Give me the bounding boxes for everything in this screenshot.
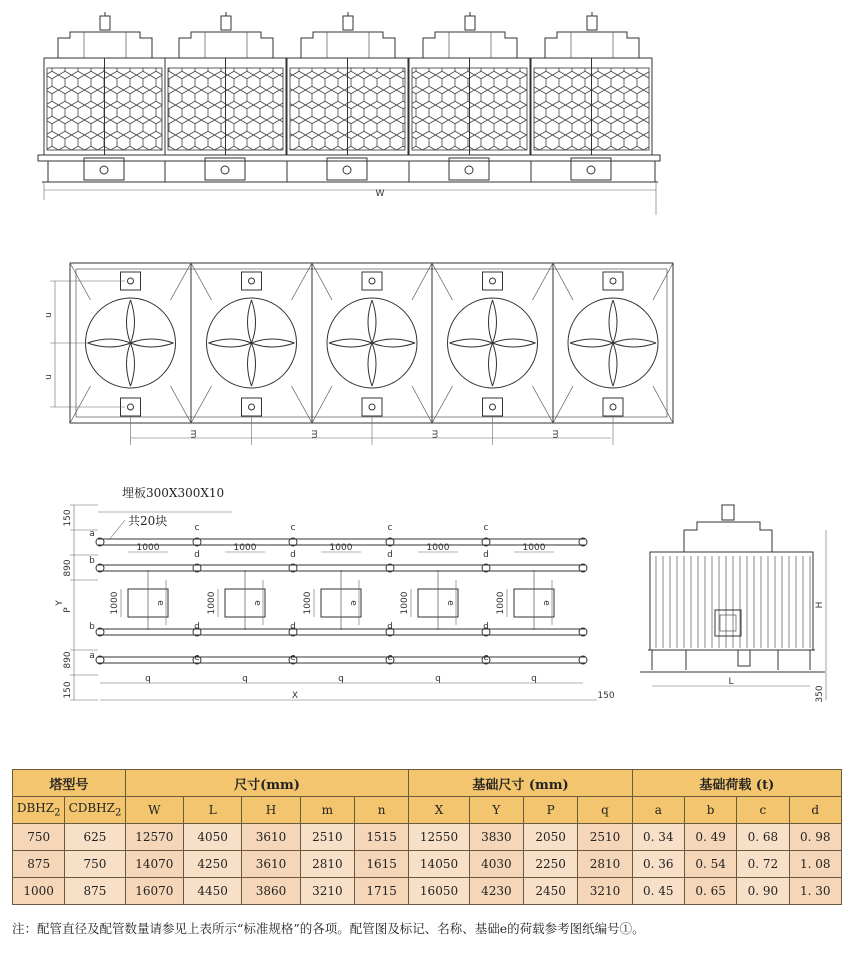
beam-mark-d: d <box>194 622 200 632</box>
beam-mark: b <box>89 622 95 632</box>
spec-table <box>12 769 842 905</box>
table-cell: 3210 <box>300 878 354 905</box>
anchor-box <box>242 398 262 416</box>
plan-fan <box>568 298 658 388</box>
fan-stack <box>423 32 517 58</box>
col-header: c <box>737 797 789 824</box>
table-cell: 0. 36 <box>632 851 684 878</box>
beam-mark-c: c <box>290 653 296 663</box>
foundation-pier <box>496 543 554 630</box>
beam-mark-d: d <box>483 622 489 632</box>
table-cell: 4050 <box>184 824 242 851</box>
dim-890-top: 890 <box>63 559 73 577</box>
beam-mark-d: d <box>194 550 200 560</box>
beam-mark-d: d <box>387 622 393 632</box>
m-dim-label: m <box>308 429 319 439</box>
plan-fan <box>207 298 297 388</box>
m-dim-label: m <box>549 429 560 439</box>
anchor-box <box>362 272 382 290</box>
table-cell: 1515 <box>355 824 409 851</box>
fan-stack <box>58 32 152 58</box>
table-cell: 4250 <box>184 851 242 878</box>
pier-depth-label: 1000 <box>400 591 410 615</box>
footnote: 注：配管直径及配管数量请参见上表所示“标准规格”的各项。配管图及标记、名称、基础e的荷载参考图纸编号①。 <box>12 921 645 936</box>
header-load: 基础荷载 (t) <box>632 770 841 797</box>
dim-p-label: P <box>63 607 73 613</box>
foundation-plan-view <box>55 505 615 701</box>
side-fan-motor <box>722 505 734 520</box>
table-cell: 2050 <box>524 824 578 851</box>
anchor-box <box>483 398 503 416</box>
col-header: P <box>524 797 578 824</box>
col-header: n <box>355 797 409 824</box>
table-cell: 750 <box>65 851 125 878</box>
pier-depth-label: 1000 <box>110 591 120 615</box>
fan-motor <box>221 16 231 30</box>
beam-mark-c: c <box>483 523 489 533</box>
table-cell: 16070 <box>125 878 183 905</box>
anchor-box <box>242 272 262 290</box>
dim-150-right: 150 <box>597 691 615 701</box>
table-cell: 0. 72 <box>737 851 789 878</box>
table-cell: 14050 <box>409 851 469 878</box>
table-cell: 4450 <box>184 878 242 905</box>
pier-width-label: 1000 <box>329 543 353 553</box>
col-dbhz: $DBHZ_2$ <box>13 797 65 824</box>
fan-motor <box>465 16 475 30</box>
m-dim-label: m <box>429 429 440 439</box>
table-cell: 4230 <box>469 878 523 905</box>
pier-e-label: e <box>445 600 455 606</box>
table-cell: 0. 49 <box>684 824 736 851</box>
table-cell: 3860 <box>242 878 300 905</box>
plan-fan <box>86 298 176 388</box>
table-cell: 0. 90 <box>737 878 789 905</box>
table-cell: 2510 <box>578 824 632 851</box>
pier-width-label: 1000 <box>136 543 160 553</box>
side-outlet <box>738 650 750 666</box>
beam-mark-c: c <box>290 523 296 533</box>
table-row <box>13 824 842 851</box>
plan-view <box>43 263 673 445</box>
m-dim-label: m <box>188 429 198 439</box>
table-cell: 0. 98 <box>789 824 841 851</box>
beam-mark-d: d <box>290 622 296 632</box>
side-body <box>650 552 813 650</box>
table-cell: 625 <box>65 824 125 851</box>
pier-e-label: e <box>541 600 551 606</box>
table-cell: 0. 34 <box>632 824 684 851</box>
fan-stack <box>545 32 639 58</box>
fan-stack <box>301 32 395 58</box>
plan-fan <box>448 298 538 388</box>
beam-mark-c: c <box>194 653 200 663</box>
dim-150-top: 150 <box>63 509 73 527</box>
side-l-label: L <box>728 677 734 687</box>
dim-150-bottom: 150 <box>63 681 73 699</box>
w-dim-label: W <box>375 189 385 199</box>
table-cell: 2450 <box>524 878 578 905</box>
foundation-pier <box>400 543 458 630</box>
anchor-box <box>603 398 623 416</box>
table-row <box>13 851 842 878</box>
col-cdbhz: $CDBHZ_2$ <box>65 797 125 824</box>
table-cell: 1715 <box>355 878 409 905</box>
pier-e-label: e <box>348 600 358 606</box>
q-dim-label: q <box>242 674 248 684</box>
embed-plate-label: 埋板300X300X10 <box>122 486 225 500</box>
plan-fan <box>327 298 417 388</box>
n-dim-label-top: n <box>43 312 53 318</box>
foundation-pier <box>110 543 168 630</box>
table-cell: 1. 30 <box>789 878 841 905</box>
table-cell: 14070 <box>125 851 183 878</box>
table-cell: 0. 68 <box>737 824 789 851</box>
pier-e-label: e <box>252 600 262 606</box>
table-cell: 0. 54 <box>684 851 736 878</box>
table-cell: 2250 <box>524 851 578 878</box>
front-elevation-view <box>38 12 660 215</box>
table-cell: 875 <box>13 851 65 878</box>
anchor-box <box>483 272 503 290</box>
col-header: a <box>632 797 684 824</box>
side-fan-stack <box>684 522 772 552</box>
q-dim-label: q <box>338 674 344 684</box>
table-cell: 3610 <box>242 824 300 851</box>
dim-y-label: Y <box>55 600 65 606</box>
table-cell: 3610 <box>242 851 300 878</box>
fan-motor <box>100 16 110 30</box>
q-dim-label: q <box>145 674 151 684</box>
pier-depth-label: 1000 <box>207 591 217 615</box>
pier-width-label: 1000 <box>233 543 257 553</box>
beam-mark: a <box>89 529 95 539</box>
table-cell: 750 <box>13 824 65 851</box>
table-cell: 3830 <box>469 824 523 851</box>
fan-stack <box>179 32 273 58</box>
beam-mark-d: d <box>290 550 296 560</box>
table-cell: 2810 <box>578 851 632 878</box>
beam-mark: a <box>89 651 95 661</box>
col-header: X <box>409 797 469 824</box>
table-cell: 1000 <box>13 878 65 905</box>
beam-mark-c: c <box>387 523 393 533</box>
header-model: 塔型号 <box>13 770 126 797</box>
table-cell: 16050 <box>409 878 469 905</box>
foundation-pier <box>303 543 361 630</box>
table-row <box>13 878 842 905</box>
col-header: d <box>789 797 841 824</box>
embed-count-label: 共20块 <box>128 514 168 528</box>
table-cell: 0. 65 <box>684 878 736 905</box>
fan-motor <box>587 16 597 30</box>
col-header: m <box>300 797 354 824</box>
q-dim-label: q <box>531 674 537 684</box>
beam-mark-d: d <box>483 550 489 560</box>
table-cell: 12550 <box>409 824 469 851</box>
side-elevation-view <box>640 505 826 703</box>
side-h-label: H <box>815 601 825 609</box>
header-size: 尺寸(mm) <box>125 770 409 797</box>
col-header: L <box>184 797 242 824</box>
table-cell: 875 <box>65 878 125 905</box>
col-header: Y <box>469 797 523 824</box>
q-dim-label: q <box>435 674 441 684</box>
col-header: H <box>242 797 300 824</box>
table-cell: 2510 <box>300 824 354 851</box>
table-subheader-row <box>13 797 842 824</box>
anchor-box <box>362 398 382 416</box>
beam-mark-c: c <box>194 523 200 533</box>
beam-mark-c: c <box>483 653 489 663</box>
table-cell: 3210 <box>578 878 632 905</box>
pier-width-label: 1000 <box>426 543 450 553</box>
beam-mark-c: c <box>387 653 393 663</box>
col-header: b <box>684 797 736 824</box>
foundation-pier <box>207 543 265 630</box>
pier-e-label: e <box>155 600 165 606</box>
pier-width-label: 1000 <box>522 543 546 553</box>
pier-depth-label: 1000 <box>496 591 506 615</box>
table-cell: 1615 <box>355 851 409 878</box>
beam-mark-d: d <box>387 550 393 560</box>
anchor-box <box>603 272 623 290</box>
table-cell: 4030 <box>469 851 523 878</box>
col-header: q <box>578 797 632 824</box>
table-cell: 12570 <box>125 824 183 851</box>
pier-depth-label: 1000 <box>303 591 313 615</box>
beam-mark: b <box>89 556 95 566</box>
table-cell: 1. 08 <box>789 851 841 878</box>
side-350-label: 350 <box>815 685 825 703</box>
col-header: W <box>125 797 183 824</box>
table-cell: 0. 45 <box>632 878 684 905</box>
fan-motor <box>343 16 353 30</box>
x-dim-label: X <box>291 691 299 701</box>
n-dim-label-bottom: n <box>43 374 53 380</box>
table-cell: 2810 <box>300 851 354 878</box>
dim-890-bottom: 890 <box>63 651 73 669</box>
header-foundation: 基础尺寸 (mm) <box>409 770 632 797</box>
